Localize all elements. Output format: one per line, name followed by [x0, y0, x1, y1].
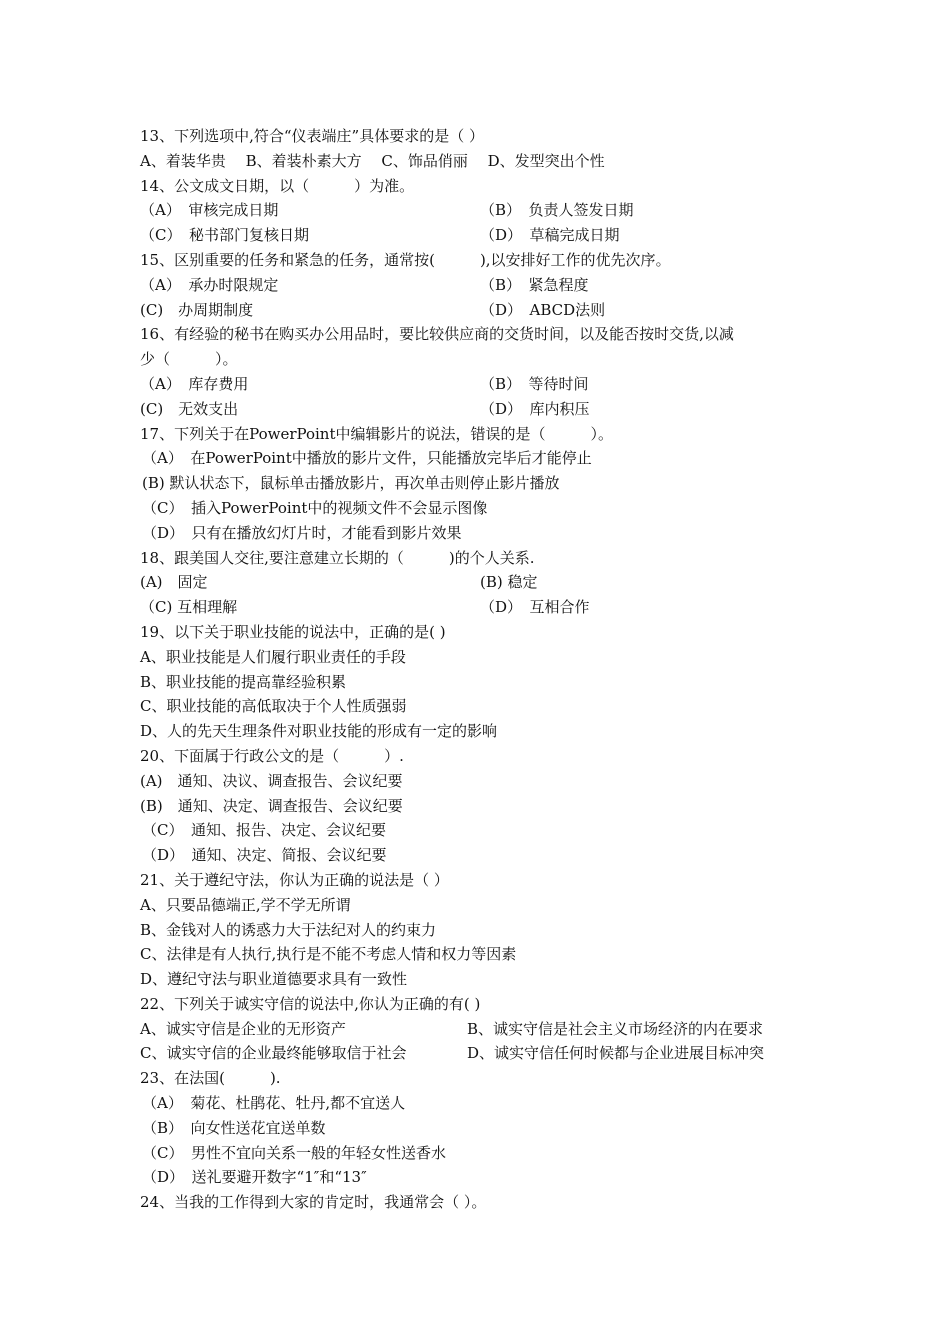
question-17-option-a: （A） 在PowerPoint中播放的影片文件，只能播放完毕后才能停止	[142, 449, 592, 468]
option-a: (A) 固定	[140, 573, 208, 592]
option-b: （B） 紧急程度	[480, 275, 589, 294]
option-c: (C) 办周期制度	[140, 300, 254, 319]
question-23-option-b: （B） 向女性送花宜送单数	[142, 1118, 326, 1137]
question-19-option-b: B、职业技能的提高靠经验积累	[140, 672, 347, 691]
question-13-stem: 13、下列选项中,符合“仪表端庄”具体要求的是（ ）	[140, 127, 484, 145]
question-20-option-d: （D） 通知、决定、简报、会议纪要	[142, 846, 387, 865]
question-17-option-c: （C） 插入PowerPoint中的视频文件不会显示图像	[142, 498, 488, 517]
question-14-options-row-1	[140, 198, 840, 223]
option-d: （D） 互相合作	[480, 598, 590, 617]
question-15-options-row-1	[140, 273, 840, 298]
question-21-option-c: C、法律是有人执行,执行是不能不考虑人情和权力等因素	[140, 945, 517, 964]
question-23-option-a: （A） 菊花、杜鹃花、牡丹,都不宜送人	[142, 1094, 406, 1113]
question-19-option-d: D、人的先天生理条件对职业技能的形成有一定的影响	[140, 722, 498, 741]
option-b: B、诚实守信是社会主义市场经济的内在要求	[467, 1019, 764, 1038]
document-body	[140, 124, 840, 1215]
question-21-option-b: B、金钱对人的诱惑力大于法纪对人的约束力	[140, 920, 437, 939]
question-13-options: A、着装华贵 B、着装朴素大方 C、饰品俏丽 D、发型突出个性	[140, 151, 605, 170]
option-d: （D） 草稿完成日期	[480, 226, 620, 245]
question-14-options-row-2	[140, 223, 840, 248]
question-14-stem: 14、公文成文日期，以（ ）为准。	[140, 176, 415, 195]
option-a: （A） 审核完成日期	[140, 201, 279, 220]
question-21-stem: 21、关于遵纪守法，你认为正确的说法是（ ）	[140, 870, 449, 889]
question-23-option-d: （D） 送礼要避开数字“1″和“13″	[142, 1168, 367, 1187]
question-19-option-c: C、职业技能的高低取决于个人性质强弱	[140, 697, 407, 716]
option-a: A、诚实守信是企业的无形资产	[140, 1019, 346, 1038]
question-20-option-a: (A) 通知、决议、调查报告、会议纪要	[140, 771, 403, 790]
question-15-stem: 15、区别重要的任务和紧急的任务，通常按( ),以安排好工作的优先次序。	[140, 250, 671, 269]
option-b: （B） 负责人签发日期	[480, 201, 634, 220]
question-18-options-row-2	[140, 595, 840, 620]
option-d: （D） 库内积压	[480, 399, 590, 418]
option-b: （B） 等待时间	[480, 374, 589, 393]
question-17-option-b: (B) 默认状态下，鼠标单击播放影片，再次单击则停止影片播放	[142, 474, 560, 493]
option-d: （D） ABCD法则	[480, 300, 606, 319]
question-21-option-d: D、遵纪守法与职业道德要求具有一致性	[140, 970, 408, 989]
question-16-stem-continued: 少（ ）。	[140, 350, 238, 369]
question-15-options-row-2	[140, 298, 840, 323]
option-c: （C） 秘书部门复核日期	[140, 226, 309, 245]
question-16-options-row-2	[140, 397, 840, 422]
question-20-option-b: (B) 通知、决定、调查报告、会议纪要	[140, 796, 403, 815]
question-19-option-a: A、职业技能是人们履行职业责任的手段	[140, 647, 406, 666]
question-18-options-row-1	[140, 570, 840, 595]
question-16-options-row-1	[140, 372, 840, 397]
option-d: D、诚实守信任何时候都与企业进展目标冲突	[467, 1044, 765, 1063]
question-22-options-row-2	[140, 1041, 840, 1066]
question-16-stem: 16、有经验的秘书在购买办公用品时，要比较供应商的交货时间，以及能否按时交货,以减	[140, 325, 734, 344]
question-17-option-d: （D） 只有在播放幻灯片时，才能看到影片效果	[142, 523, 462, 542]
question-24-stem: 24、当我的工作得到大家的肯定时，我通常会（ ）。	[140, 1193, 487, 1212]
question-22-options-row-1	[140, 1017, 840, 1042]
option-a: （A） 承办时限规定	[140, 275, 279, 294]
question-23-stem: 23、在法国( ).	[140, 1069, 281, 1088]
question-20-option-c: （C） 通知、报告、决定、会议纪要	[142, 821, 386, 840]
question-17-stem: 17、下列关于在PowerPoint中编辑影片的说法，错误的是（ ）。	[140, 424, 613, 443]
question-23-option-c: （C） 男性不宜向关系一般的年轻女性送香水	[142, 1143, 446, 1162]
question-20-stem: 20、下面属于行政公文的是（ ）.	[140, 746, 404, 765]
option-c: C、诚实守信的企业最终能够取信于社会	[140, 1044, 407, 1063]
option-c: (C) 无效支出	[140, 399, 239, 418]
question-21-option-a: A、只要品德端正,学不学无所谓	[140, 895, 351, 914]
question-18-stem: 18、跟美国人交往,要注意建立长期的（ )的个人关系.	[140, 548, 535, 567]
question-22-stem: 22、下列关于诚实守信的说法中,你认为正确的有( )	[140, 994, 481, 1013]
option-c: （C) 互相理解	[140, 598, 238, 617]
question-19-stem: 19、以下关于职业技能的说法中，正确的是( )	[140, 622, 446, 641]
option-b: (B) 稳定	[480, 573, 538, 592]
option-a: （A） 库存费用	[140, 374, 249, 393]
